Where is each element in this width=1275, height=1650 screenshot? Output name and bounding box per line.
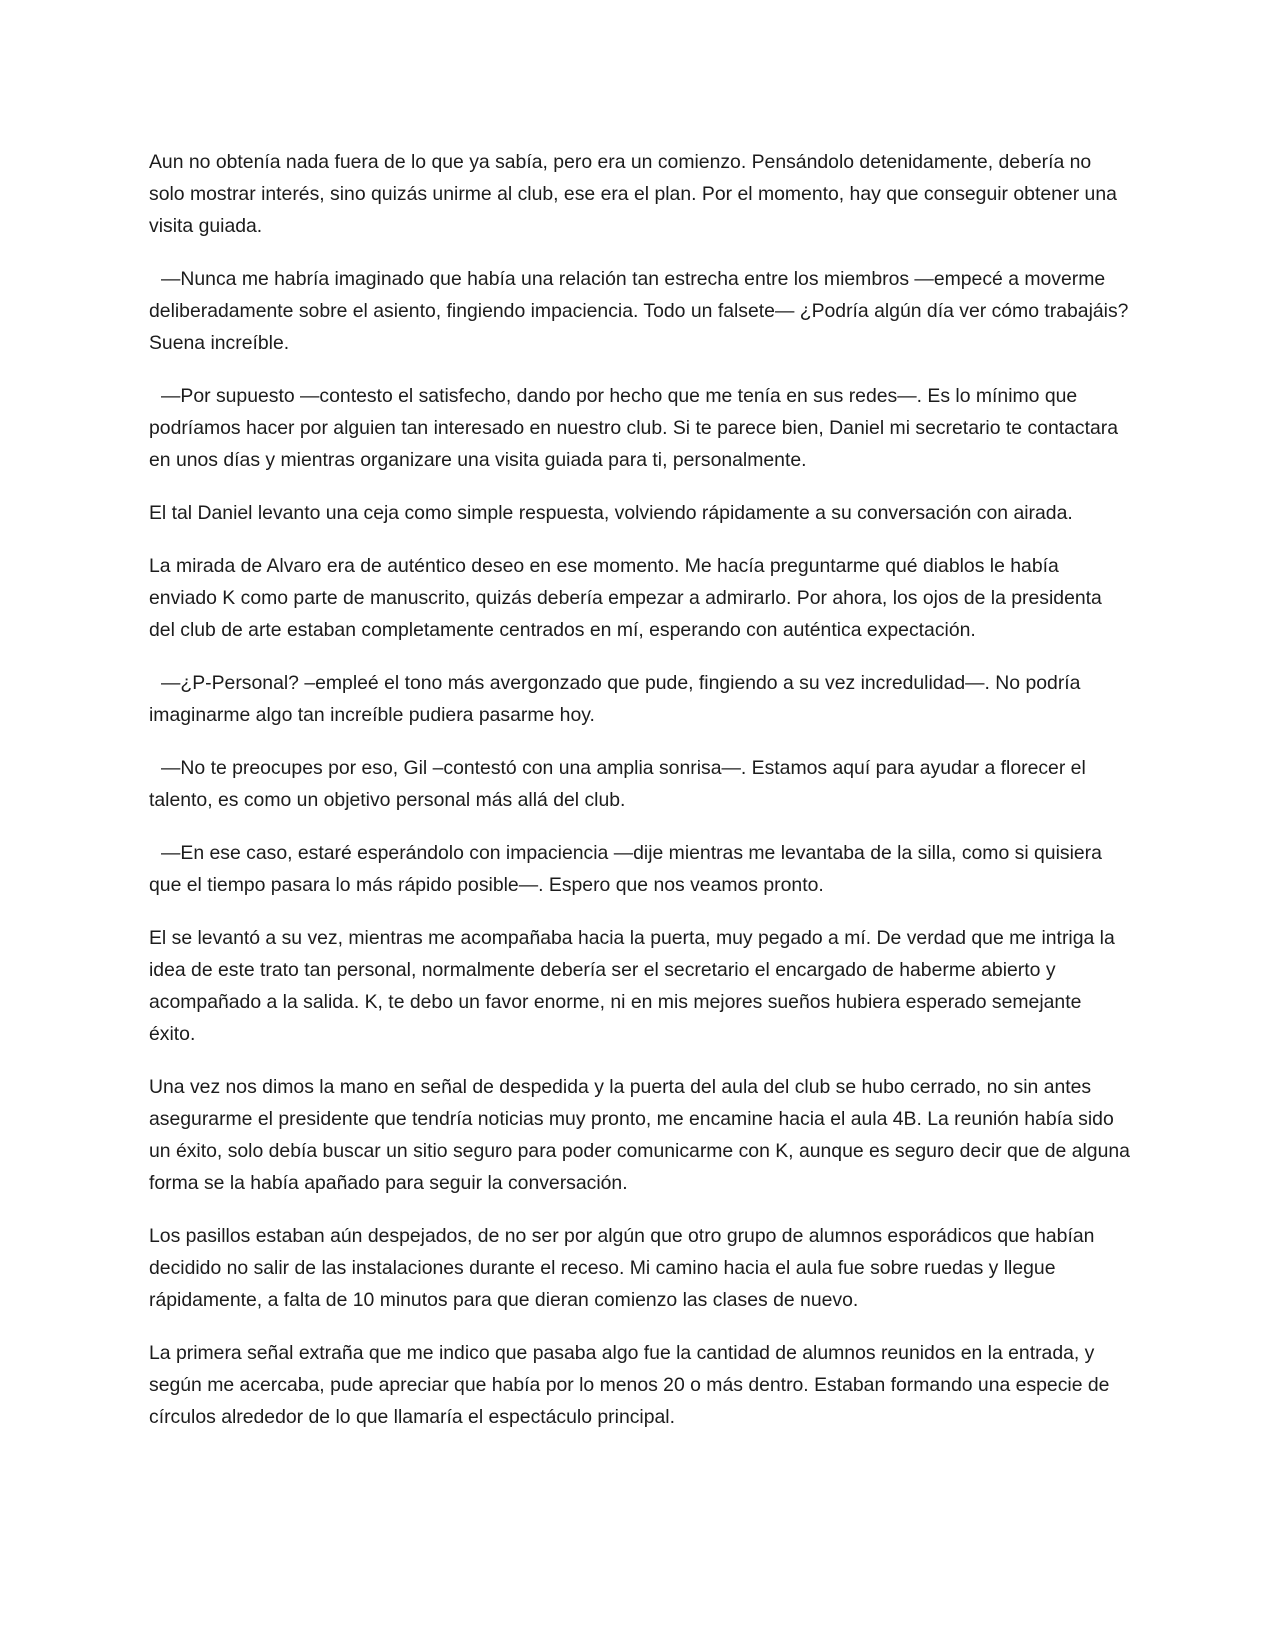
paragraph: Los pasillos estaban aún despejados, de no ser por algún que otro grupo de alumnos esporádicos que habían decidido no salir de las instalaciones durante el receso. Mi camino hacia el aula fue sobre ruedas y llegue rápidamente, a falta de 10 minutos para que dieran comienzo las clases de nuevo.: [149, 1225, 1095, 1311]
dialogue-paragraph: —¿P-Personal? –empleé el tono más avergonzado que pude, fingiendo a su vez incredulidad—. No podría imaginarme algo tan increíble pudiera pasarme hoy.: [149, 672, 1081, 726]
paragraph: La primera señal extraña que me indico que pasaba algo fue la cantidad de alumnos reunidos en la entrada, y según me acercaba, pude apreciar que había por lo menos 20 o más dentro. Estaban formando una especie de círculos alrededor de lo que llamaría el espectáculo principal.: [149, 1342, 1110, 1428]
paragraph: La mirada de Alvaro era de auténtico deseo en ese momento. Me hacía preguntarme qué diablos le había enviado K como parte de manuscrito, quizás debería empezar a admirarlo. Por ahora, los ojos de la presidenta del club de arte estaban completamente centrados en mí, esperando con auténtica expectación.: [149, 555, 1102, 641]
document-body: [149, 146, 1131, 1454]
dialogue-paragraph: —Por supuesto —contesto el satisfecho, dando por hecho que me tenía en sus redes—. Es lo mínimo que podríamos hacer por alguien tan interesado en nuestro club. Si te parece bien, Daniel mi secretario te contactara en unos días y mientras organizare una visita guiada para ti, personalmente.: [149, 385, 1119, 471]
dialogue-paragraph: —Nunca me habría imaginado que había una relación tan estrecha entre los miembros —empecé a moverme deliberadamente sobre el asiento, fingiendo impaciencia. Todo un falsete— ¿Podría algún día ver cómo trabajáis? Suena increíble.: [149, 268, 1129, 354]
dialogue-paragraph: —No te preocupes por eso, Gil –contestó con una amplia sonrisa—. Estamos aquí para ayudar a florecer el talento, es como un objetivo personal más allá del club.: [149, 757, 1086, 811]
dialogue-paragraph: —En ese caso, estaré esperándolo con impaciencia —dije mientras me levantaba de la silla, como si quisiera que el tiempo pasara lo más rápido posible—. Espero que nos veamos pronto.: [149, 842, 1102, 896]
paragraph: El tal Daniel levanto una ceja como simple respuesta, volviendo rápidamente a su conversación con airada.: [149, 502, 1073, 524]
paragraph: Aun no obtenía nada fuera de lo que ya sabía, pero era un comienzo. Pensándolo detenidamente, debería no solo mostrar interés, sino quizás unirme al club, ese era el plan. Por el momento, hay que conseguir obtener una visita guiada.: [149, 151, 1117, 237]
paragraph: Una vez nos dimos la mano en señal de despedida y la puerta del aula del club se hubo cerrado, no sin antes asegurarme el presidente que tendría noticias muy pronto, me encamine hacia el aula 4B. La reunión había sido un éxito, solo debía buscar un sitio seguro para poder comunicarme con K, aunque es seguro decir que de alguna forma se la había apañado para seguir la conversación.: [149, 1076, 1130, 1194]
paragraph: El se levantó a su vez, mientras me acompañaba hacia la puerta, muy pegado a mí. De verdad que me intriga la idea de este trato tan personal, normalmente debería ser el secretario el encargado de haberme abierto y acompañado a la salida. K, te debo un favor enorme, ni en mis mejores sueños hubiera esperado semejante éxito.: [149, 927, 1115, 1045]
